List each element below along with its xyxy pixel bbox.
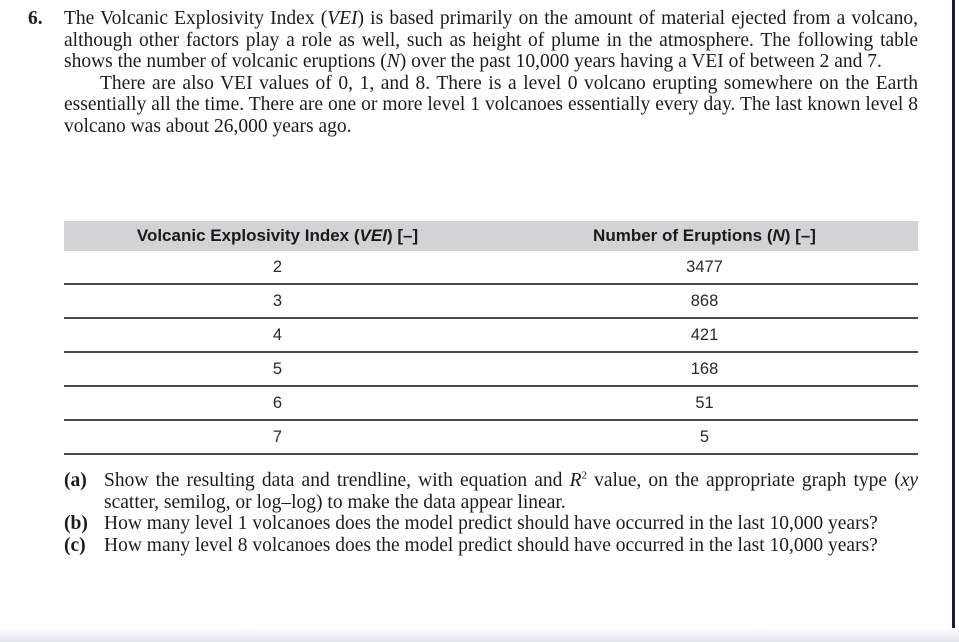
p1-text-a: The Volcanic Explosivity Index ( [64,8,328,29]
part-a-text: Show the resulting data and trendline, with equation and $R^2$ value, on the appropriate graph type (xy scatter, semilog, or log–log) to make the data appear linear. [104,469,918,513]
table-row [64,386,918,420]
problem-number: 6. [28,8,43,29]
p1-n-var: N [386,51,400,72]
eruption-table [64,221,918,455]
header-vei: Volcanic Explosivity Index (VEI) [–] [64,221,491,251]
cell-vei: 5 [64,352,491,386]
part-a-label: (a) [64,470,87,491]
cell-vei: 6 [64,386,491,420]
part-c [64,535,918,557]
cell-eruptions: 3477 [491,251,918,284]
p1-text-b: ) is based primarily on the amount of material ejected from a volcano, although other factors play a role as well, such as height of plume in the atmosphere. The following table shows the number of volcanic eruptions ( [64,8,918,72]
problem-paragraph-1 [28,8,918,73]
part-b-text: How many level 1 volcanoes does the model predict should have occurred in the last 10,000 years? [104,513,878,534]
cell-vei: 2 [64,251,491,284]
p1-text-c: ) over the past 10,000 years having a VEI of between 2 and 7. [399,51,882,72]
bottom-edge [0,628,959,642]
table-row [64,420,918,454]
table-row [64,318,918,352]
cell-eruptions: 51 [491,386,918,420]
problem-statement [28,8,918,137]
cell-vei: 4 [64,318,491,352]
page-edge-rule [952,0,955,642]
part-b [64,513,918,535]
table-row [64,284,918,318]
problem-paragraph-2: There are also VEI values of 0, 1, and 8. There is a level 0 volcano erupting somewhere on the Earth essentially all the time. There are one or more level 1 volcanoes essentially every day. The last known level 8 volcano was about 26,000 years ago. [64,72,918,137]
question-parts [64,470,918,556]
cell-eruptions: 168 [491,352,918,386]
header-eruptions: Number of Eruptions (N) [–] [491,221,918,251]
table-row [64,352,918,386]
part-c-label: (c) [64,534,86,556]
table-row [64,251,918,284]
cell-eruptions: 868 [491,284,918,318]
p1-vei-var: VEI [327,8,358,29]
table-header-row [64,221,918,251]
part-b-label: (b) [64,513,88,534]
cell-vei: 3 [64,284,491,318]
part-a [64,470,918,513]
cell-vei: 7 [64,420,491,454]
cell-eruptions: 421 [491,318,918,352]
cell-eruptions: 5 [491,420,918,454]
part-c-text: How many level 8 volcanoes does the model predict should have occurred in the last 10,000 years? [104,534,878,556]
